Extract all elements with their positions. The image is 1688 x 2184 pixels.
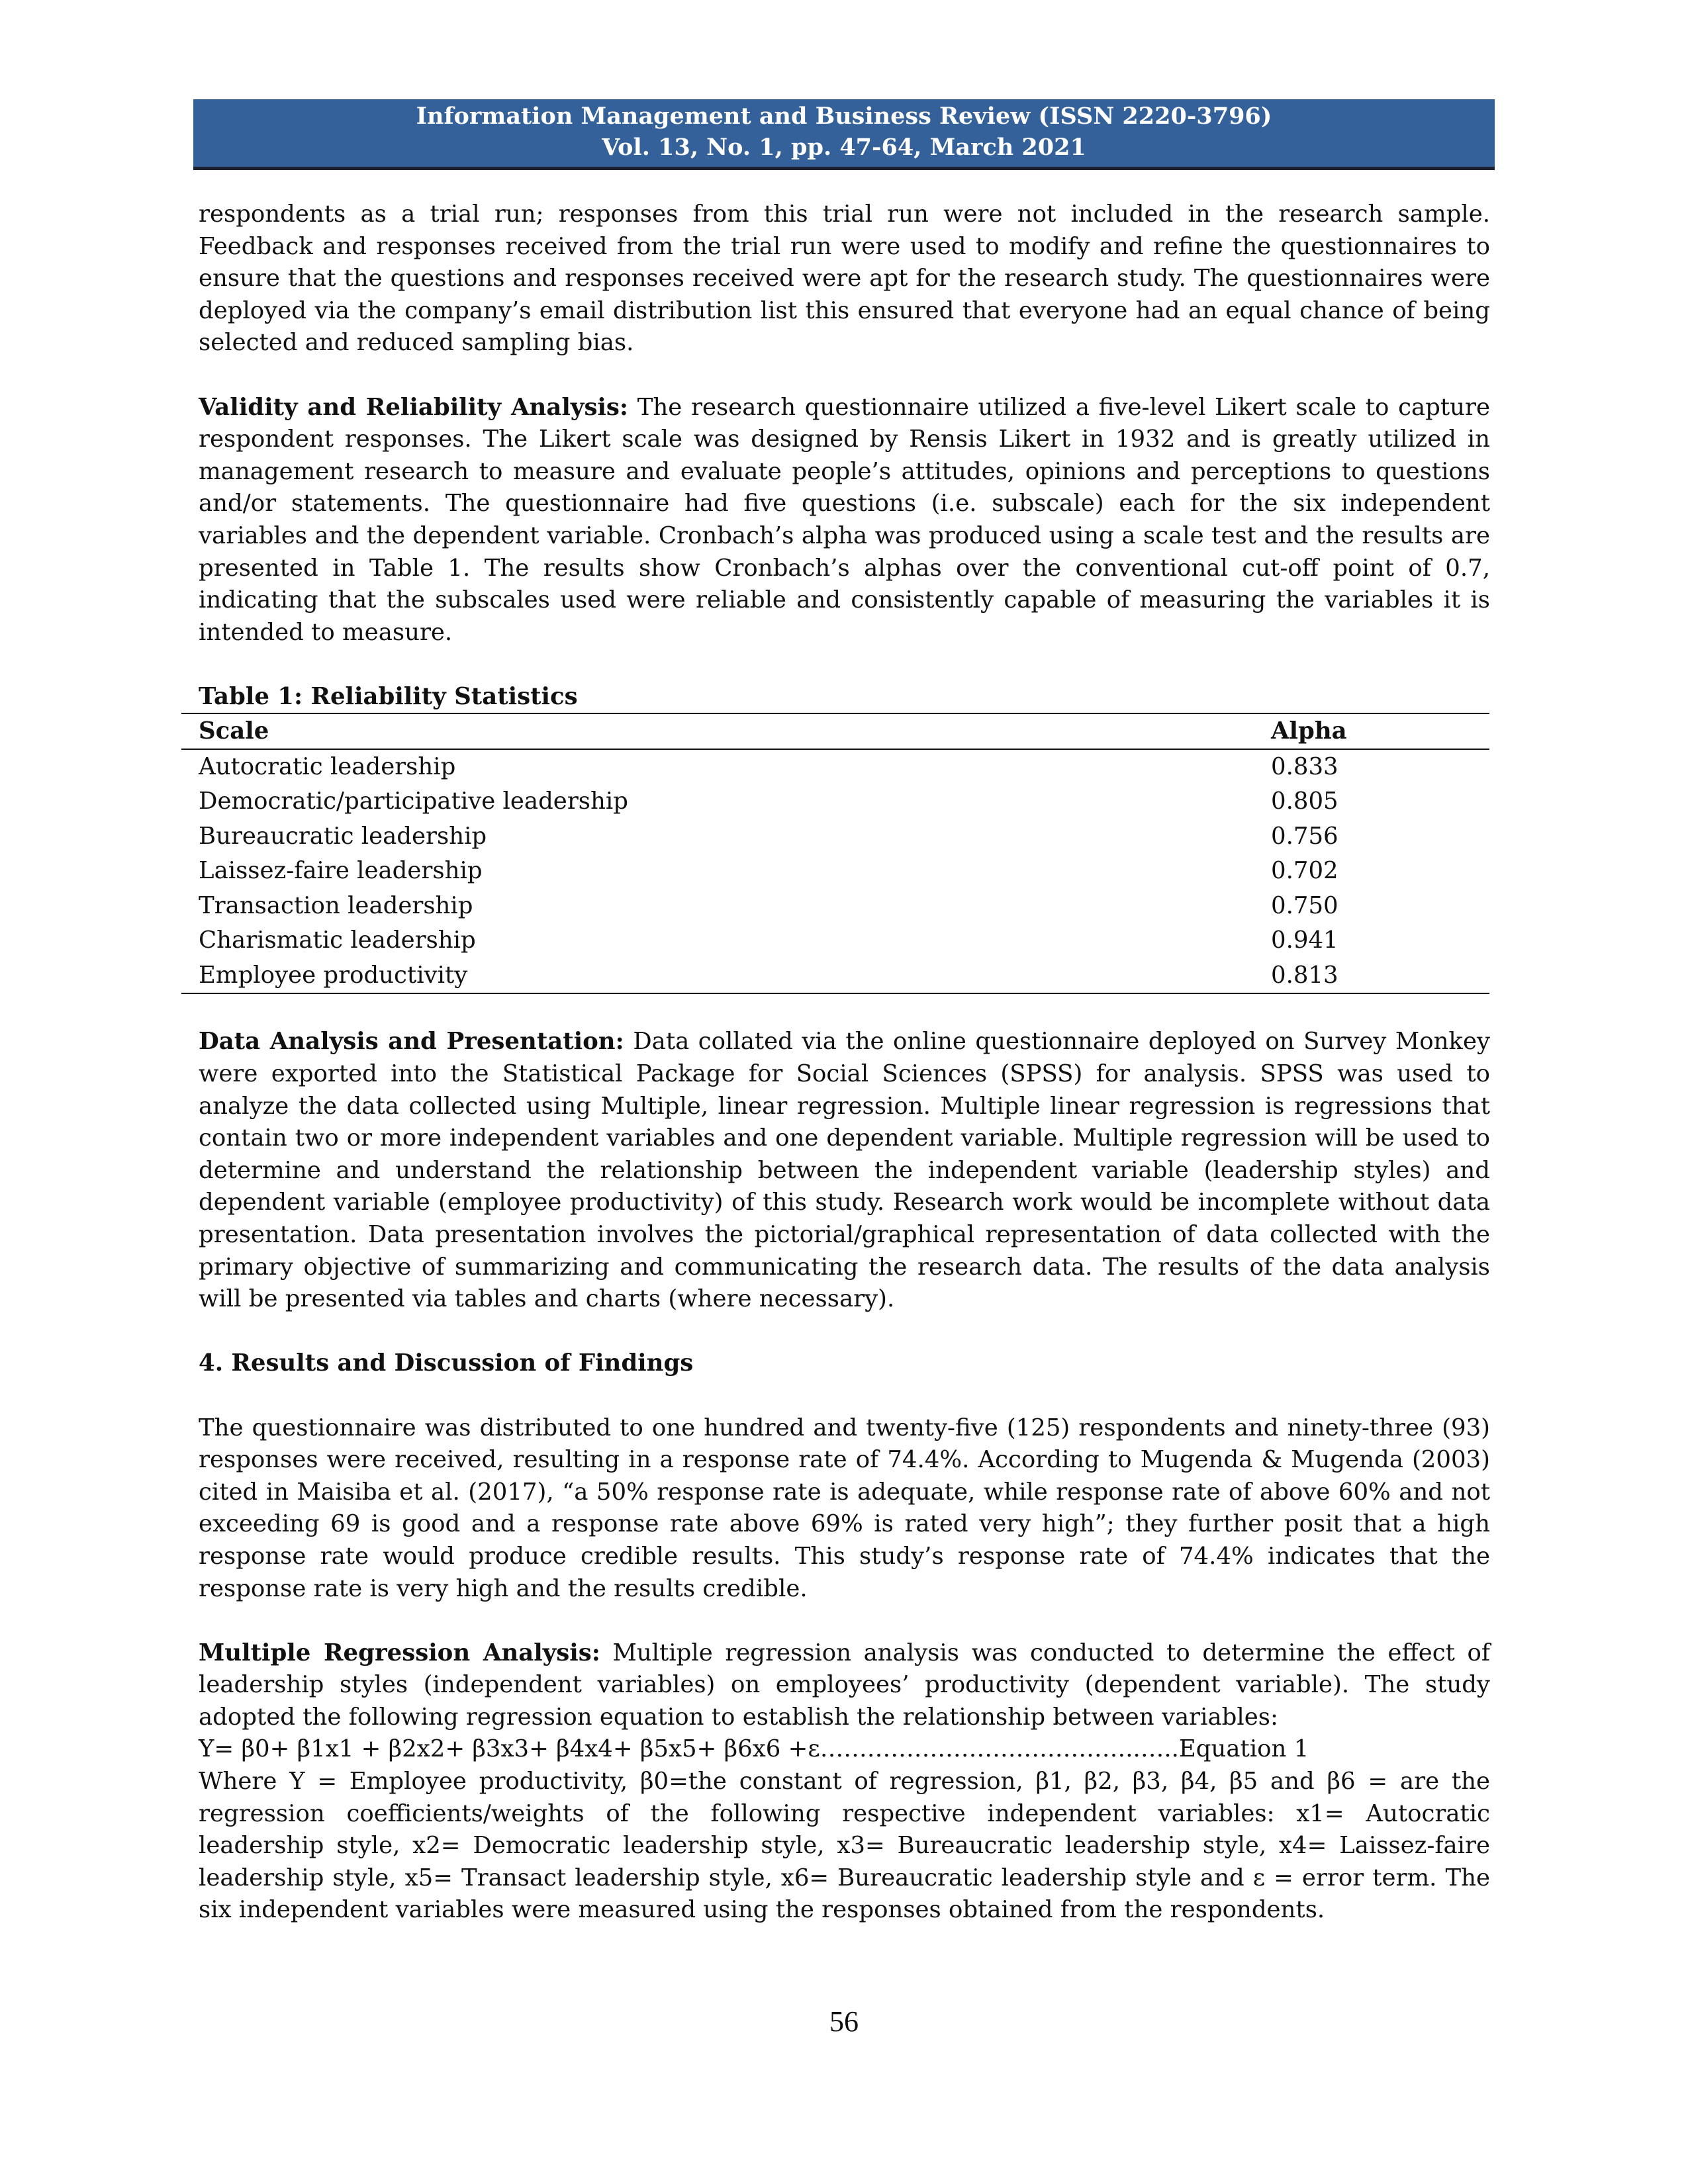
validity-text: The research questionnaire utilized a five-level Likert scale to capture respondent responses. The Likert scale was designed by Rensis Likert in 1932 and is greatly utilized in management research to measure and evaluate people’s attitudes, opinions and perceptions to questions and/or statements. The questionnaire had five questions (i.e. subscale) each for the six independent variables and the dependent variable. Cronbach’s alpha was produced using a scale test and the results are presented in Table 1. The results show Cronbach’s alphas over the conventional cut-off point of 0.7, indicating that the subscales used were reliable and consistently capable of measuring the variables it is intended to measure. [199, 393, 1490, 646]
table-cell-alpha: 0.756 [1271, 822, 1338, 850]
table-header-row [181, 713, 1489, 749]
table-header-alpha: Alpha [1271, 713, 1489, 749]
regression-where-paragraph: Where Y = Employee productivity, β0=the constant of regression, β1, β2, β3, β4, β5 and β6 = are the regression coefficients/weights of the following respective independent variables: x1= Autocratic leadership style, x2= Democratic leadership style, x3= Bureaucratic leadership style, x4= Laissez-faire leadership style, x5= Transact leadership style, x6= Bureaucratic leadership style and ε = error term. The six independent variables were measured using the responses obtained from the respondents. [199, 1768, 1490, 1924]
regression-text: Multiple regression analysis was conducted to determine the effect of leadership styles (independent variables) on employees’ productivity (dependent variable). The study adopted the following regression equation to establish the relationship between variables: [199, 1639, 1490, 1731]
reliability-table [181, 713, 1489, 995]
page-number: 56 [829, 2005, 859, 2038]
table-cell-scale: Employee productivity [181, 958, 1271, 994]
table-cell-alpha: 0.750 [1271, 891, 1338, 919]
table-cell-scale: Charismatic leadership [199, 927, 476, 954]
table-cell-alpha: 0.941 [1271, 927, 1338, 954]
table-cell-alpha: 0.833 [1271, 752, 1338, 780]
table-cell-scale: Transaction leadership [199, 891, 473, 919]
data-analysis-lead: Data Analysis and Presentation: [199, 1028, 624, 1056]
table-row [181, 819, 1489, 854]
table-cell-alpha: 0.813 [1271, 958, 1489, 994]
section-heading: 4. Results and Discussion of Findings [199, 1349, 694, 1377]
journal-volume: Vol. 13, No. 1, pp. 47-64, March 2021 [602, 134, 1086, 161]
table-row [181, 749, 1489, 785]
table-cell-alpha: 0.805 [1271, 788, 1338, 815]
results-paragraph: The questionnaire was distributed to one hundred and twenty-five (125) respondents and ninety-three (93) responses were received, resulting in a response rate of 74.4%. According to Mugenda & Mugenda (2003) cited in Maisiba et al. (2017), “a 50% response rate is adequate, while response rate of above 60% and not exceeding 69 is good and a response rate above 69% is rated very high”; they further posit that a high response rate would produce credible results. This study’s response rate of 74.4% indicates that the response rate is very high and the results credible. [199, 1414, 1490, 1602]
table-cell-scale: Autocratic leadership [199, 752, 456, 780]
table-cell-scale: Democratic/participative leadership [199, 788, 628, 815]
table-row [181, 923, 1489, 958]
table-row [181, 889, 1489, 924]
validity-lead: Validity and Reliability Analysis: [199, 393, 629, 421]
table1-caption: Table 1: Reliability Statistics [199, 682, 578, 710]
intro-paragraph: respondents as a trial run; responses from this trial run were not included in the research sample. Feedback and responses received from the trial run were used to modify and refine the questionnaires to ensure that the questions and responses received were apt for the research study. The questionnaires were deployed via the company’s email distribution list this ensured that everyone had an equal chance of being selected and reduced sampling bias. [199, 201, 1490, 357]
table-row [181, 854, 1489, 889]
table-header-scale: Scale [181, 713, 1271, 749]
table-cell-alpha: 0.702 [1271, 857, 1338, 885]
data-analysis-paragraph [199, 1026, 1490, 1315]
journal-title: Information Management and Business Review (ISSN 2220-3796) [416, 103, 1272, 130]
regression-lead: Multiple Regression Analysis: [199, 1639, 600, 1666]
regression-equation: Y= β0+ β1x1 + β2x2+ β3x3+ β4x4+ β5x5+ β6x6 +ε…………………………………..…..Equation 1 [199, 1735, 1309, 1763]
table-cell-scale: Laissez-faire leadership [199, 857, 483, 885]
journal-header [193, 99, 1495, 170]
page-body [199, 199, 1490, 1959]
table-row [181, 784, 1489, 819]
table-row [181, 958, 1489, 994]
data-analysis-text: Data collated via the online questionnaire deployed on Survey Monkey were exported into the Statistical Package for Social Sciences (SPSS) for analysis. SPSS was used to analyze the data collected using Multiple, linear regression. Multiple linear regression is regressions that contain two or more independent variables and one dependent variable. Multiple regression will be used to determine and understand the relationship between the independent variable (leadership styles) and dependent variable (employee productivity) of this study. Research work would be incomplete without data presentation. Data presentation involves the pictorial/graphical representation of data collected with the primary objective of summarizing and communicating the research data. The results of the data analysis will be presented via tables and charts (where necessary). [199, 1028, 1491, 1313]
validity-paragraph [199, 392, 1490, 649]
table-cell-scale: Bureaucratic leadership [199, 822, 487, 850]
regression-paragraph [199, 1637, 1490, 1734]
